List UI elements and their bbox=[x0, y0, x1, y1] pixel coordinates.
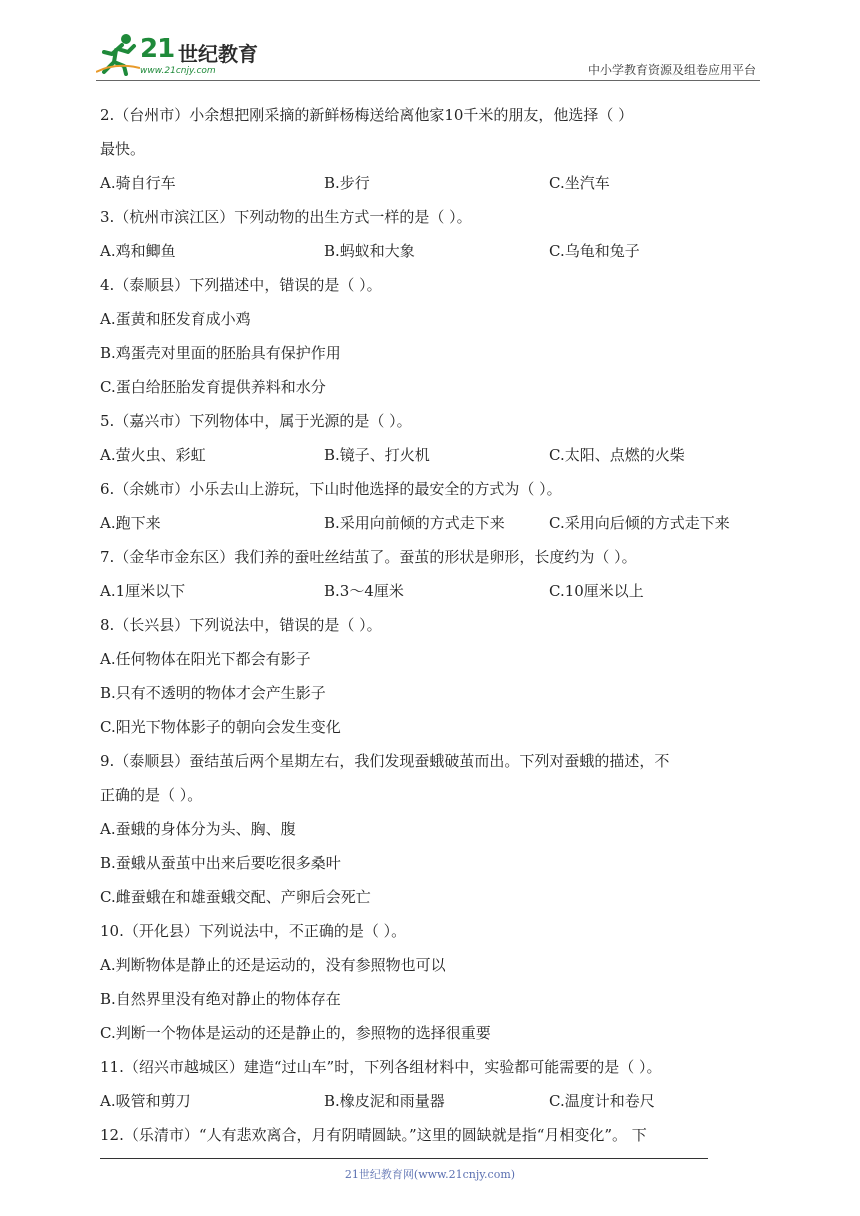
text-line: 2.（台州市）小余想把刚采摘的新鲜杨梅送给离他家10千米的朋友，他选择（ ） bbox=[100, 106, 634, 124]
text-line: 3.（杭州市滨江区）下列动物的出生方式一样的是（ ）。 bbox=[100, 208, 472, 226]
text-line: 4.（泰顺县）下列描述中，错误的是（ ）。 bbox=[100, 276, 382, 294]
answer-option: A.骑自行车 bbox=[100, 174, 176, 192]
text-line: A.蛋黄和胚发育成小鸡 bbox=[100, 310, 251, 328]
options-row bbox=[100, 234, 764, 268]
logo bbox=[96, 32, 266, 78]
answer-option: B.3～4厘米 bbox=[324, 582, 404, 600]
text-line: C.阳光下物体影子的朝向会发生变化 bbox=[100, 718, 341, 736]
answer-option: A.1厘米以下 bbox=[100, 582, 186, 600]
text-line: 12.（乐清市）“人有悲欢离合，月有阴晴圆缺。”这里的圆缺就是指“月相变化”。 下 bbox=[100, 1126, 647, 1144]
runner-icon bbox=[96, 32, 140, 76]
answer-option: B.镜子、打火机 bbox=[324, 446, 430, 464]
answer-option: C.温度计和卷尺 bbox=[549, 1092, 655, 1110]
answer-option: A.鸡和鲫鱼 bbox=[100, 242, 176, 260]
question-list bbox=[100, 98, 764, 1152]
footer-divider bbox=[100, 1158, 708, 1159]
answer-option: B.采用向前倾的方式走下来 bbox=[324, 514, 505, 532]
options-row bbox=[100, 166, 764, 200]
text-line: 10.（开化县）下列说法中，不正确的是（ ）。 bbox=[100, 922, 407, 940]
text-line: A.任何物体在阳光下都会有影子 bbox=[100, 650, 311, 668]
text-line: 6.（余姚市）小乐去山上游玩，下山时他选择的最安全的方式为（ ）。 bbox=[100, 480, 562, 498]
text-line: C.雌蚕蛾在和雄蚕蛾交配、产卵后会死亡 bbox=[100, 888, 371, 906]
options-row bbox=[100, 438, 764, 472]
text-line: B.自然界里没有绝对静止的物体存在 bbox=[100, 990, 341, 1008]
text-line: 9.（泰顺县）蚕结茧后两个星期左右，我们发现蚕蛾破茧而出。下列对蚕蛾的描述，不 bbox=[100, 752, 670, 770]
logo-brand: 世纪教育 bbox=[178, 42, 258, 66]
options-row bbox=[100, 1084, 764, 1118]
answer-option: C.坐汽车 bbox=[549, 174, 610, 192]
text-line: 8.（长兴县）下列说法中，错误的是（ ）。 bbox=[100, 616, 382, 634]
answer-option: C.乌龟和兔子 bbox=[549, 242, 640, 260]
answer-option: B.蚂蚁和大象 bbox=[324, 242, 415, 260]
text-line: B.只有不透明的物体才会产生影子 bbox=[100, 684, 326, 702]
answer-option: B.步行 bbox=[324, 174, 370, 192]
answer-option: B.橡皮泥和雨量器 bbox=[324, 1092, 445, 1110]
text-line: A.判断物体是静止的还是运动的，没有参照物也可以 bbox=[100, 956, 446, 974]
answer-option: A.跑下来 bbox=[100, 514, 161, 532]
text-line: B.蚕蛾从蚕茧中出来后要吃很多桑叶 bbox=[100, 854, 341, 872]
header-platform-text: 中小学教育资源及组卷应用平台 bbox=[587, 63, 756, 77]
header-divider bbox=[96, 80, 760, 81]
text-line: 5.（嘉兴市）下列物体中，属于光源的是（ ）。 bbox=[100, 412, 412, 430]
answer-option: A.萤火虫、彩虹 bbox=[100, 446, 206, 464]
text-line: A.蚕蛾的身体分为头、胸、腹 bbox=[100, 820, 296, 838]
text-line: C.蛋白给胚胎发育提供养料和水分 bbox=[100, 378, 326, 396]
logo-number: 21 bbox=[140, 34, 175, 64]
text-line: B.鸡蛋壳对里面的胚胎具有保护作用 bbox=[100, 344, 341, 362]
text-line: 最快。 bbox=[100, 140, 146, 158]
answer-option: C.太阳、点燃的火柴 bbox=[549, 446, 685, 464]
answer-option: C.采用向后倾的方式走下来 bbox=[549, 514, 730, 532]
options-row bbox=[100, 506, 764, 540]
text-line: 正确的是（ ）。 bbox=[100, 786, 203, 804]
footer-source: 21世纪教育网(www.21cnjy.com) bbox=[344, 1168, 516, 1181]
options-row bbox=[100, 574, 764, 608]
text-line: C.判断一个物体是运动的还是静止的，参照物的选择很重要 bbox=[100, 1024, 491, 1042]
answer-option: A.吸管和剪刀 bbox=[100, 1092, 191, 1110]
text-line: 11.（绍兴市越城区）建造“过山车”时，下列各组材料中，实验都可能需要的是（ ）。 bbox=[100, 1058, 662, 1076]
logo-url: www.21cnjy.com bbox=[140, 66, 216, 76]
text-line: 7.（金华市金东区）我们养的蚕吐丝结茧了。蚕茧的形状是卵形，长度约为（ ）。 bbox=[100, 548, 637, 566]
page-header bbox=[96, 26, 760, 82]
answer-option: C.10厘米以上 bbox=[549, 582, 644, 600]
